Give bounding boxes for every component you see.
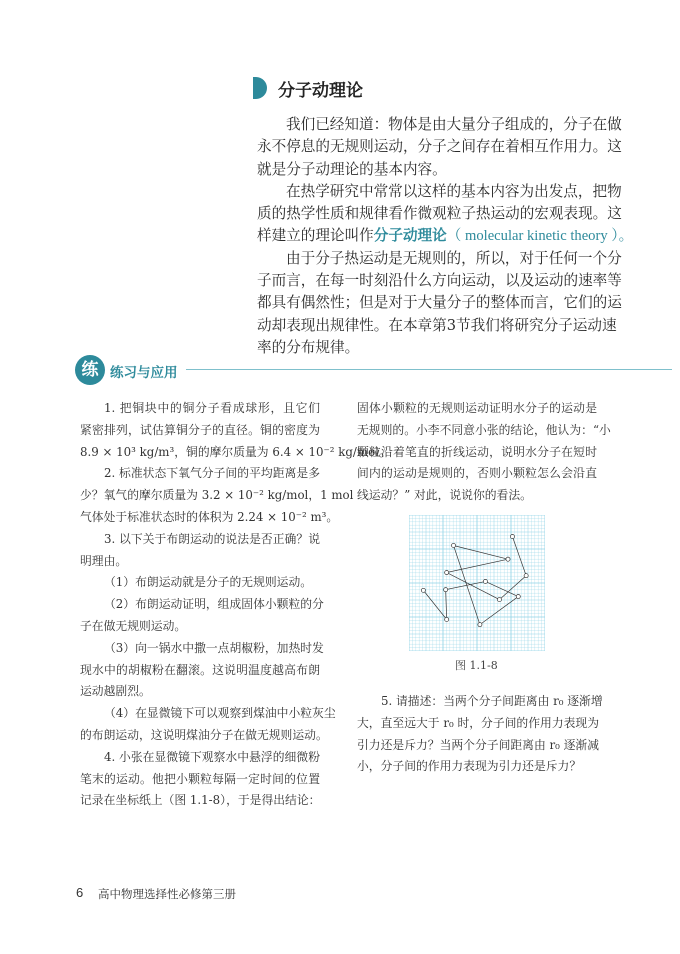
section-title: 分子动理论 — [278, 81, 363, 101]
text-line: 动却表现出规律性。在本章第3节我们将研究分子运动速 — [257, 316, 617, 334]
text-line: 子而言，在每一时刻沿什么方向运动，以及运动的速率等 — [257, 272, 622, 290]
exercise-line: 颗粒沿着笔直的折线运动，说明水分子在短时 — [357, 444, 597, 459]
text-fragment: 样建立的理论叫作 — [257, 227, 374, 245]
particle-point — [478, 623, 482, 627]
exercise-line: （1）布朗运动就是分子的无规则运动。 — [104, 575, 313, 590]
body-text — [257, 114, 634, 359]
exercise-line: 气体处于标准状态时的体积为 2.24 × 10⁻² m³。 — [80, 509, 339, 524]
exercise-line: 运动越剧烈。 — [80, 684, 151, 699]
exercise-icon: 练 — [75, 355, 105, 385]
figure-particle-path — [409, 515, 545, 651]
exercise-line: 2. 标准状态下氧气分子间的平均距离是多 — [104, 466, 320, 481]
particle-point — [444, 588, 448, 592]
exercise-line: 现水中的胡椒粉在翻滚。这说明温度越高布朗 — [80, 662, 320, 677]
text-line: 都具有偶然性；但是对于大量分子的整体而言，它们的运 — [257, 294, 622, 312]
exercise-line: 4. 小张在显微镜下观察水中悬浮的细微粉 — [104, 749, 320, 764]
exercise-line: 紧密排列，试估算铜分子的直径。铜的密度为 — [80, 422, 320, 437]
particle-point — [497, 598, 501, 602]
particle-point — [445, 570, 449, 574]
exercise-line: 笔末的运动。他把小颗粒每隔一定时间的位置 — [80, 771, 320, 786]
particle-point — [451, 543, 455, 547]
exercise-line: 少？氧气的摩尔质量为 3.2 × 10⁻² kg/mol，1 mol — [80, 488, 354, 503]
particle-point — [445, 617, 449, 621]
exercise-line: 间内的运动是规则的，否则小颗粒怎么会沿直 — [357, 466, 597, 481]
exercise-line: 1. 把铜块中的铜分子看成球形，且它们 — [104, 401, 320, 415]
text-line — [257, 225, 634, 247]
keyword-term: 分子动理论 — [373, 227, 447, 245]
text-line: 率的分布规律。 — [257, 338, 360, 356]
text-line: 在热学研究中常常以这样的基本内容为出发点，把物 — [286, 182, 622, 200]
exercise-line: 无规则的。小李不同意小张的结论，他认为：“小 — [357, 422, 611, 437]
particle-point — [506, 557, 510, 561]
exercise-line: （3）向一锅水中撒一点胡椒粉，加热时发 — [104, 640, 324, 655]
particle-point — [483, 579, 487, 583]
exercise-line: 3. 以下关于布朗运动的说法是否正确？说 — [104, 531, 320, 546]
exercise-line: 5. 请描述：当两个分子间距离由 r₀ 逐渐增 — [381, 694, 603, 708]
exercise-heading: 练习与应用 — [110, 365, 178, 381]
exercise-line: 大，直至远大于 r₀ 时，分子间的作用力表现为 — [357, 715, 600, 730]
exercise-right-column-2 — [357, 691, 603, 778]
particle-point — [524, 574, 528, 578]
exercise-line: （2）布朗运动证明，组成固体小颗粒的分 — [104, 597, 324, 612]
english-term: （ molecular kinetic theory ）。 — [446, 228, 634, 245]
exercise-line: 明理由。 — [80, 553, 128, 568]
particle-point — [421, 588, 425, 592]
exercise-line: 的布朗运动，这说明煤油分子在做无规则运动。 — [80, 727, 328, 742]
exercise-line: 固体小颗粒的无规则运动证明水分子的运动是 — [357, 401, 597, 415]
text-line: 质的热学性质和规律看作微观粒子热运动的宏观表现。这 — [257, 205, 622, 223]
particle-points — [421, 535, 528, 627]
exercise-line: 小，分子间的作用力表现为引力还是斥力？ — [357, 759, 582, 774]
exercise-line: 子在做无规则运动。 — [80, 618, 187, 633]
text-line: 就是分子动理论的基本内容。 — [257, 160, 447, 178]
figure-caption: 图 1.1-8 — [455, 659, 498, 672]
page-number: 6 — [76, 885, 84, 900]
heading-divider — [186, 369, 672, 370]
exercise-line: （4）在显微镜下可以观察到煤油中小粒灰尘 — [104, 706, 336, 721]
particle-point — [516, 594, 520, 598]
text-line: 由于分子热运动是无规则的，所以，对于任何一个分 — [286, 249, 622, 267]
particle-point — [510, 535, 514, 539]
exercise-line: 8.9 × 10³ kg/m³，铜的摩尔质量为 6.4 × 10⁻² kg/mol。 — [80, 444, 391, 459]
exercise-line: 记录在坐标纸上（图 1.1-8），于是得出结论： — [80, 793, 321, 808]
exercise-left-column — [80, 398, 391, 812]
exercise-line: 引力还是斥力？当两个分子间距离由 r₀ 逐渐减 — [357, 737, 600, 752]
section-marker-icon — [253, 77, 267, 99]
text-line: 永不停息的无规则运动，分子之间存在着相互作用力。这 — [257, 138, 622, 156]
book-title: 高中物理选择性必修第三册 — [98, 887, 236, 901]
exercise-line: 线运动？” 对此，说说你的看法。 — [357, 488, 532, 503]
text-line: 我们已经知道：物体是由大量分子组成的，分子在做 — [286, 116, 622, 133]
exercise-right-column — [357, 398, 611, 507]
